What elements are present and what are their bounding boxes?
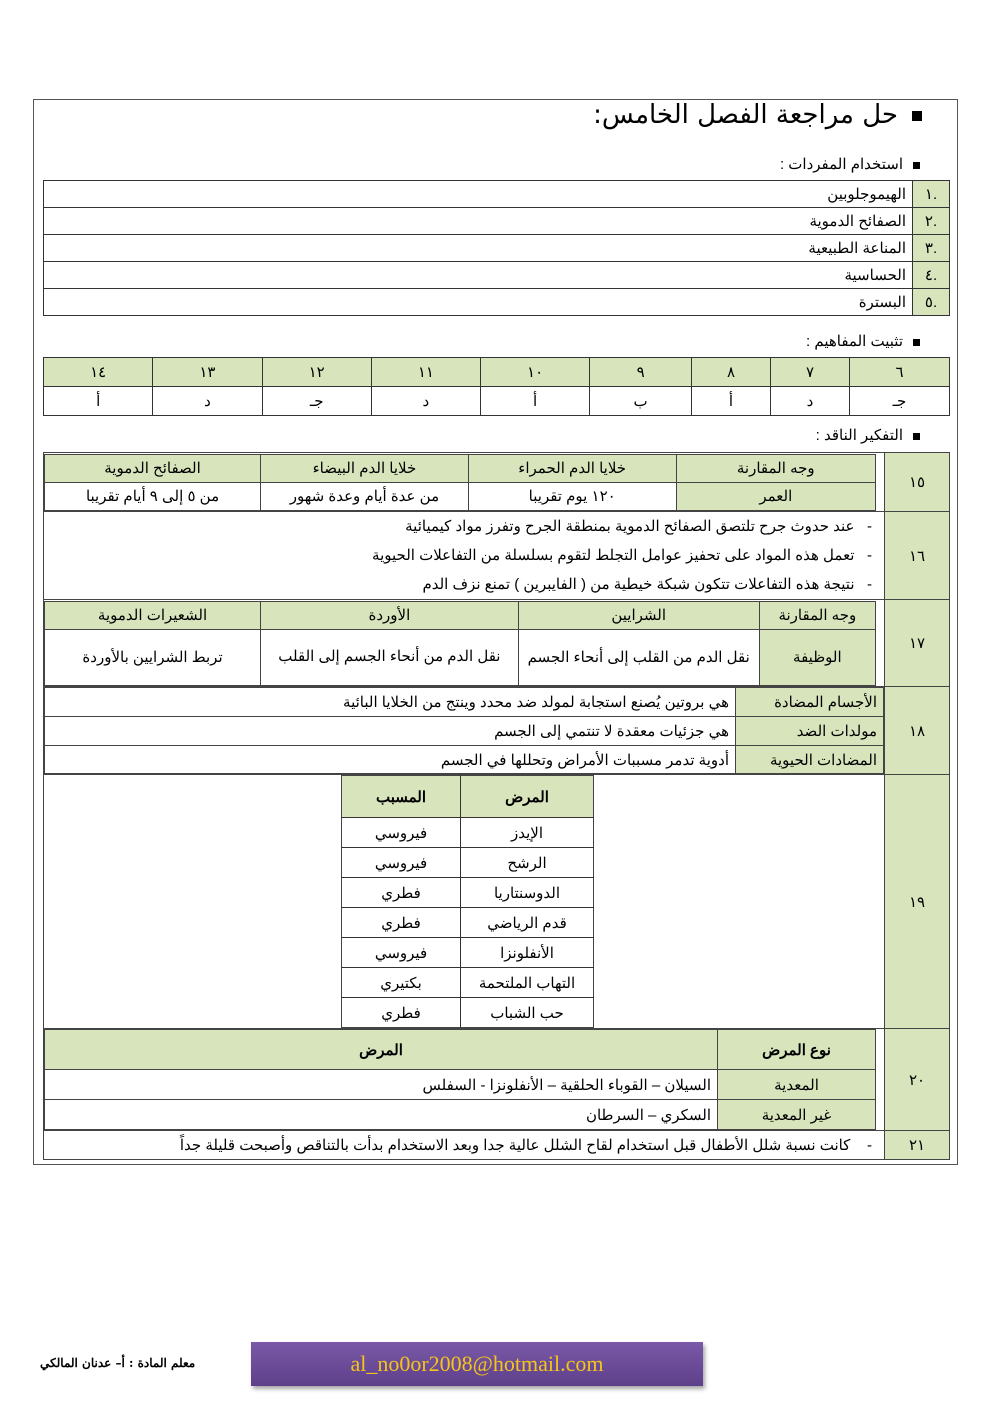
vocab-num: .١ xyxy=(913,181,950,208)
vocab-num: .٢ xyxy=(913,208,950,235)
definition-text: هي بروتين يُصنع استجابة لمولد ضد محدد وينتج من الخلايا البائية xyxy=(45,688,736,717)
vocab-num: .٤ xyxy=(913,262,950,289)
disease-name: الإيدز xyxy=(461,818,594,848)
vocab-term: المناعة الطبيعية xyxy=(44,235,913,262)
question-20 xyxy=(44,1029,950,1131)
line-text: نتيجة هذه التفاعلات تتكون شبكة خيطية من ( الفايبرين ) تمنع نزف الدم xyxy=(422,576,855,593)
disease-type-row xyxy=(45,1100,876,1130)
bullet-icon xyxy=(913,162,920,169)
question-number: ١٩ xyxy=(885,775,950,1029)
vocab-term: الهيموجلوبين xyxy=(44,181,913,208)
concept-answer: أ xyxy=(481,387,590,416)
definition-row xyxy=(45,746,884,774)
disease-name: حب الشباب xyxy=(461,998,594,1028)
q18-definitions-table xyxy=(44,687,884,774)
concept-numbers-row xyxy=(44,358,950,387)
disease-row xyxy=(342,848,594,878)
q19-disease-table xyxy=(341,775,594,1028)
concepts-table xyxy=(43,357,950,416)
critical-thinking-table xyxy=(43,452,950,1160)
bullet-icon xyxy=(912,111,922,121)
heading-text: التفكير الناقد : xyxy=(815,427,903,444)
disease-row xyxy=(342,818,594,848)
vocab-term: الصفائح الدموية xyxy=(44,208,913,235)
answer-line: - تعمل هذه المواد على تحفيز عوامل التجلط لتقوم بسلسلة من التفاعلات الحيوية xyxy=(372,547,872,564)
cause-header: المسبب xyxy=(342,776,461,818)
comparison-value: نقل الدم من أنحاء الجسم إلى القلب xyxy=(261,629,519,685)
heading-text: استخدام المفردات : xyxy=(779,156,903,173)
concept-number: ٦ xyxy=(849,358,949,387)
comparison-value: نقل الدم من القلب إلى أنحاء الجسم xyxy=(518,629,759,685)
line-text: كانت نسبة شلل الأطفال قبل استخدام لقاح الشلل عالية جدا وبعد الاستخدام بدأت بالتناقص وأصبحت قليلة جداً xyxy=(179,1137,851,1154)
teacher-name: معلم المادة : أ– عدنان المالكي xyxy=(40,1356,196,1370)
q17-comparison-table xyxy=(44,601,876,686)
comparison-header: وجه المقارنة xyxy=(676,454,875,482)
title-text: حل مراجعة الفصل الخامس: xyxy=(593,100,898,130)
definition-term: الأجسام المضادة xyxy=(736,688,884,717)
concept-number: ٨ xyxy=(691,358,770,387)
vocabulary-heading xyxy=(780,155,920,173)
disease-cause: فطري xyxy=(342,998,461,1028)
definition-term: المضادات الحيوية xyxy=(736,746,884,774)
concepts-heading xyxy=(806,332,920,350)
answer-line: - عند حدوث جرح تلتصق الصفائح الدموية بمنطقة الجرح وتفرز مواد كيميائية xyxy=(405,518,872,535)
comparison-aspect: العمر xyxy=(676,482,875,510)
concept-number: ٧ xyxy=(770,358,849,387)
disease-list-header: المرض xyxy=(45,1030,718,1070)
question-number: ١٦ xyxy=(885,512,950,600)
question-number: ١٧ xyxy=(885,600,950,687)
concept-answer: د xyxy=(770,387,849,416)
answer-line: - كانت نسبة شلل الأطفال قبل استخدام لقاح الشلل عالية جدا وبعد الاستخدام بدأت بالتناقص وأصبحت قليلة جداً xyxy=(44,1131,885,1160)
concept-number: ١١ xyxy=(371,358,480,387)
comparison-header: الشعيرات الدموية xyxy=(45,601,261,629)
disease-name: الأنفلونزا xyxy=(461,938,594,968)
question-16 xyxy=(44,512,950,600)
disease-name: التهاب الملتحمة xyxy=(461,968,594,998)
definition-row xyxy=(45,717,884,746)
disease-type-header: نوع المرض xyxy=(718,1030,876,1070)
concept-answers-row xyxy=(44,387,950,416)
comparison-header: خلايا الدم الحمراء xyxy=(468,454,676,482)
line-text: تعمل هذه المواد على تحفيز عوامل التجلط لتقوم بسلسلة من التفاعلات الحيوية xyxy=(372,547,855,564)
concept-number: ١٣ xyxy=(153,358,262,387)
vocab-row xyxy=(44,208,950,235)
concept-answer: جـ xyxy=(849,387,949,416)
vocab-term: الحساسية xyxy=(44,262,913,289)
definition-text: هي جزئيات معقدة لا تنتمي إلى الجسم xyxy=(45,717,736,746)
vocabulary-table xyxy=(43,180,950,316)
question-15 xyxy=(44,453,950,512)
concept-number: ١٢ xyxy=(262,358,371,387)
q15-comparison-table xyxy=(44,454,876,511)
vocab-num: .٣ xyxy=(913,235,950,262)
disease-name: الرشح xyxy=(461,848,594,878)
vocab-row xyxy=(44,181,950,208)
concept-answer: أ xyxy=(691,387,770,416)
disease-cause: فطري xyxy=(342,908,461,938)
disease-cause: فيروسي xyxy=(342,848,461,878)
concept-answer: جـ xyxy=(262,387,371,416)
vocab-num: .٥ xyxy=(913,289,950,316)
comparison-value: من ٥ إلى ٩ أيام تقريبا xyxy=(45,482,261,510)
disease-type: غير المعدية xyxy=(718,1100,876,1130)
question-number: ٢١ xyxy=(885,1131,950,1160)
comparison-value: تربط الشرايين بالأوردة xyxy=(45,629,261,685)
disease-type: المعدية xyxy=(718,1070,876,1100)
disease-type-row xyxy=(45,1070,876,1100)
concept-number: ١٠ xyxy=(481,358,590,387)
question-number: ١٨ xyxy=(885,687,950,775)
critical-thinking-heading xyxy=(816,426,920,444)
concept-number: ١٤ xyxy=(44,358,153,387)
disease-name: قدم الرياضي xyxy=(461,908,594,938)
page-title xyxy=(593,100,922,130)
vocab-term: البسترة xyxy=(44,289,913,316)
disease-row xyxy=(342,998,594,1028)
comparison-header: الأوردة xyxy=(261,601,519,629)
email-banner: al_no0or2008@hotmail.com xyxy=(251,1342,703,1386)
comparison-value: من عدة أيام وعدة شهور xyxy=(261,482,469,510)
bullet-icon xyxy=(913,433,920,440)
answer-line: - نتيجة هذه التفاعلات تتكون شبكة خيطية من ( الفايبرين ) تمنع نزف الدم xyxy=(422,576,872,593)
comparison-aspect: الوظيفة xyxy=(759,629,875,685)
definition-row xyxy=(45,688,884,717)
comparison-header: الصفائح الدموية xyxy=(45,454,261,482)
concept-answer: أ xyxy=(44,387,153,416)
heading-text: تثبيت المفاهيم : xyxy=(806,333,903,350)
question-number: ١٥ xyxy=(885,453,950,512)
disease-cause: فيروسي xyxy=(342,818,461,848)
vocab-row xyxy=(44,235,950,262)
concept-answer: د xyxy=(153,387,262,416)
comparison-header: الشرايين xyxy=(518,601,759,629)
question-number: ٢٠ xyxy=(885,1029,950,1131)
bullet-icon xyxy=(913,339,920,346)
disease-cause: فيروسي xyxy=(342,938,461,968)
disease-list: السكري – السرطان xyxy=(45,1100,718,1130)
disease-list: السيلان – القوباء الحلقية – الأنفلونزا - السفلس xyxy=(45,1070,718,1100)
concept-answer: ب xyxy=(590,387,692,416)
disease-row xyxy=(342,878,594,908)
disease-cause: فطري xyxy=(342,878,461,908)
disease-cause: بكتيري xyxy=(342,968,461,998)
disease-row xyxy=(342,908,594,938)
line-text: عند حدوث جرح تلتصق الصفائح الدموية بمنطقة الجرح وتفرز مواد كيميائية xyxy=(405,518,855,535)
definition-term: مولدات الضد xyxy=(736,717,884,746)
disease-name: الدوسنتاريا xyxy=(461,878,594,908)
question-19 xyxy=(44,775,950,1029)
vocab-row xyxy=(44,262,950,289)
definition-text: أدوية تدمر مسببات الأمراض وتحللها في الجسم xyxy=(45,746,736,774)
disease-row xyxy=(342,968,594,998)
vocab-row xyxy=(44,289,950,316)
disease-row xyxy=(342,938,594,968)
question-17 xyxy=(44,600,950,687)
concept-number: ٩ xyxy=(590,358,692,387)
comparison-header: خلايا الدم البيضاء xyxy=(261,454,469,482)
question-21 xyxy=(44,1131,950,1160)
comparison-value: ١٢٠ يوم تقريبا xyxy=(468,482,676,510)
q20-disease-type-table xyxy=(44,1029,876,1130)
question-18 xyxy=(44,687,950,775)
disease-header: المرض xyxy=(461,776,594,818)
comparison-header: وجه المقارنة xyxy=(759,601,875,629)
concept-answer: د xyxy=(371,387,480,416)
